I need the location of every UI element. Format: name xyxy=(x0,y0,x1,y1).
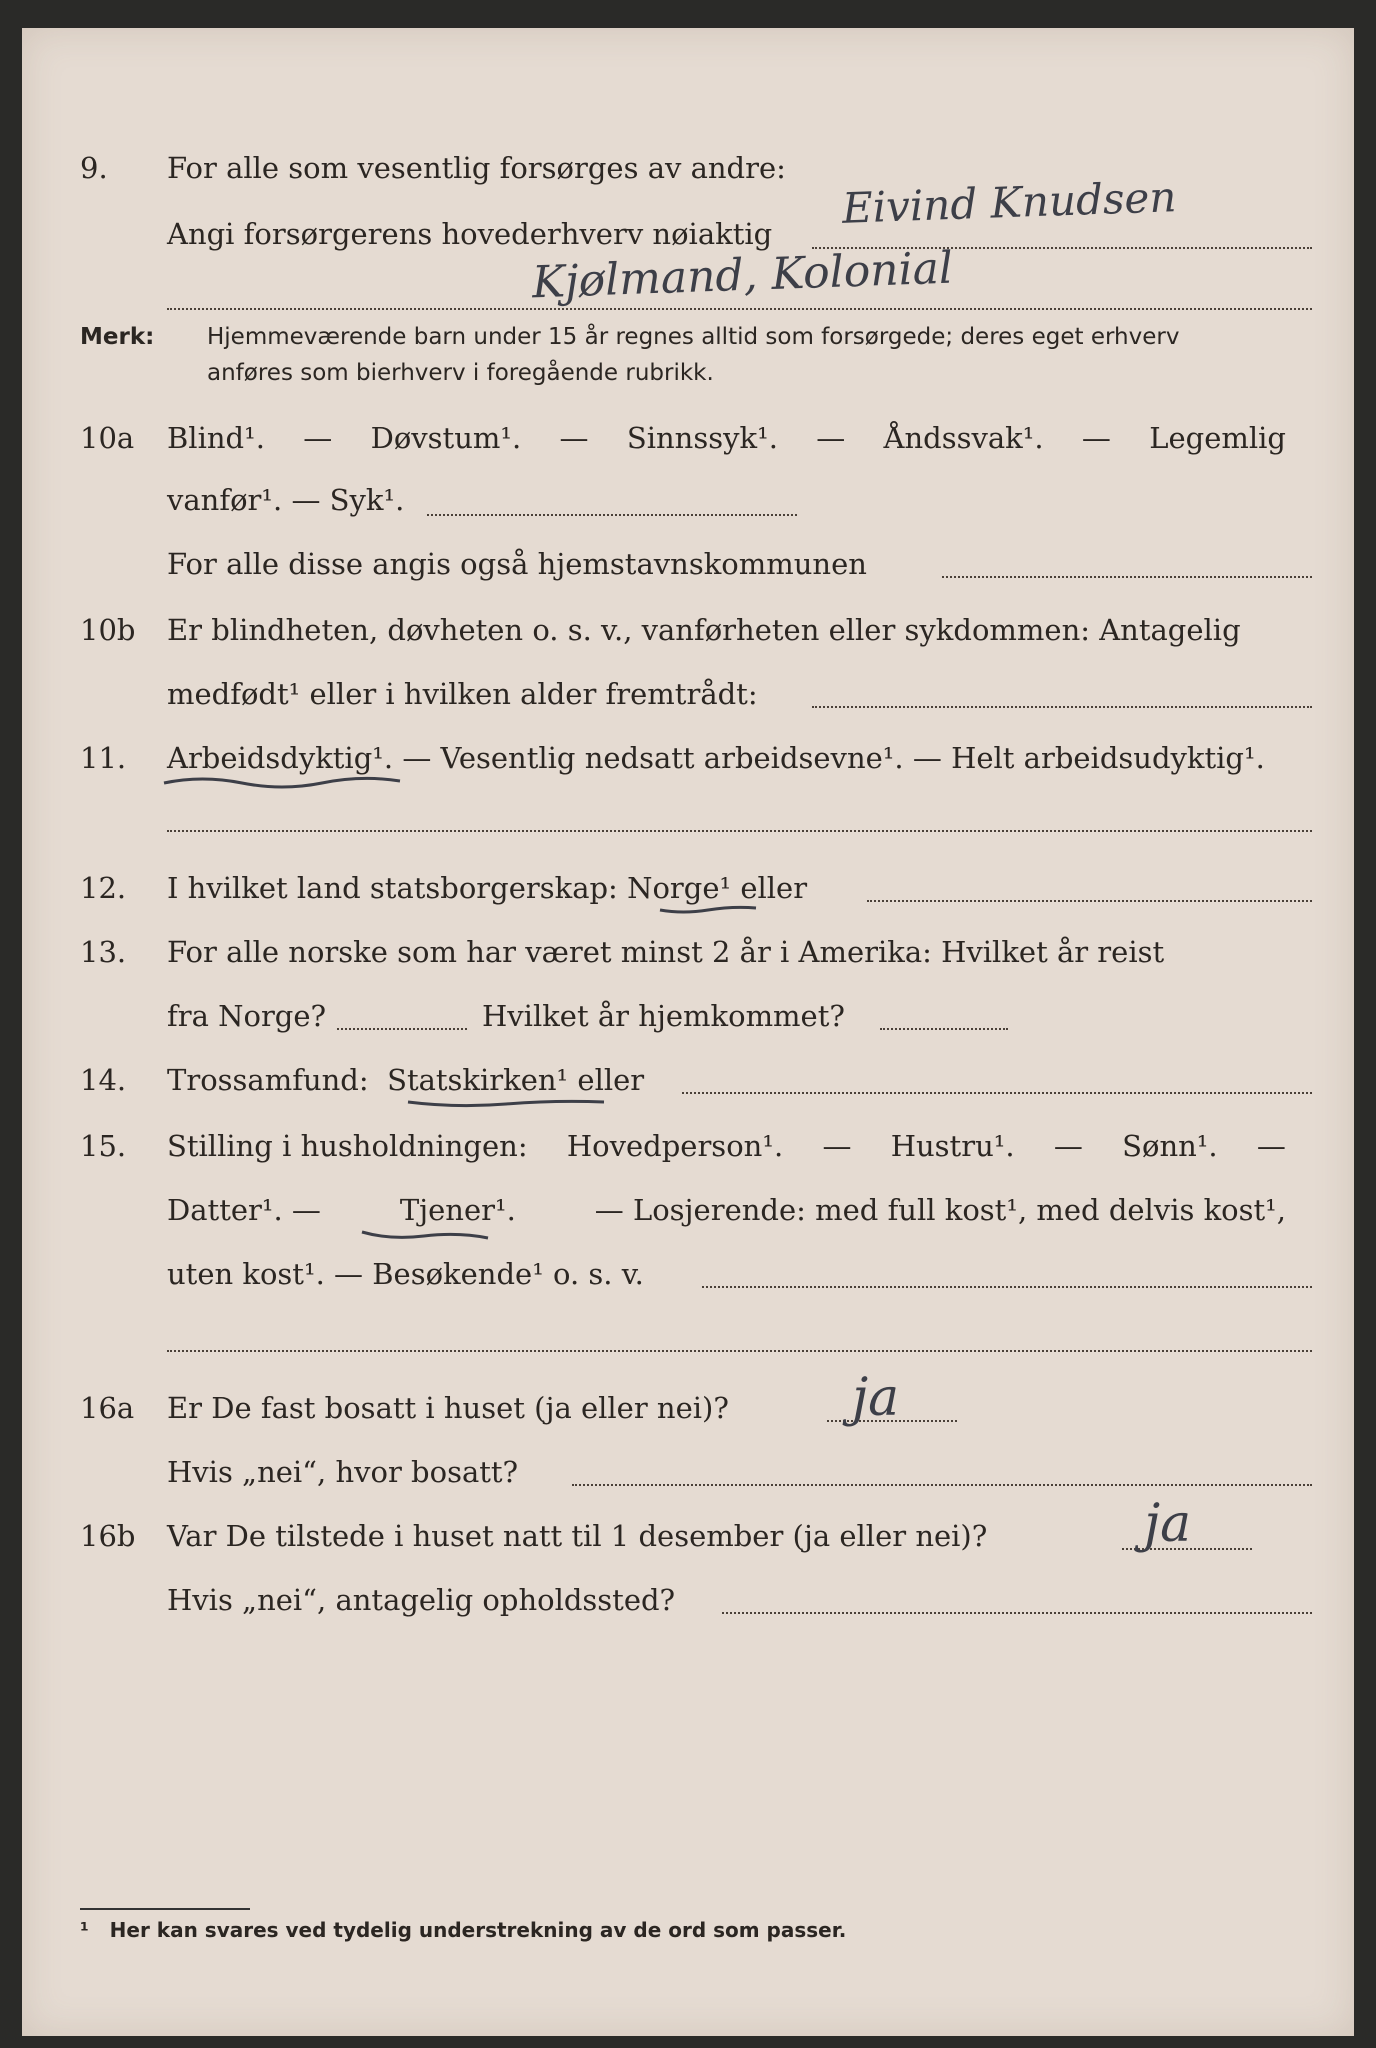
q10a-dash: — xyxy=(1081,421,1111,455)
q15-options2 xyxy=(167,1184,1286,1236)
q11-number: 11. xyxy=(80,741,127,775)
q10b-line1: Er blindheten, døvheten o. s. v., vanførheten eller sykdommen: Antagelig xyxy=(167,613,1241,647)
q12-answer-line xyxy=(867,900,1312,902)
q14-answer-line xyxy=(682,1092,1312,1094)
q10a-row3 xyxy=(22,538,1354,590)
q16a-row1 xyxy=(22,1382,1354,1434)
q13-reist-line xyxy=(337,1028,467,1030)
footnote-text: Her kan svares ved tydelig understrekning av de ord som passer. xyxy=(109,1918,847,1942)
q13-row1 xyxy=(22,926,1354,978)
q16a-line1: Er De fast bosatt i huset (ja eller nei)? xyxy=(167,1391,729,1425)
q10a-options xyxy=(167,412,1286,464)
q15-question: Stilling i husholdningen: xyxy=(167,1129,528,1163)
q15-dash: — xyxy=(822,1129,852,1163)
q10a-opt-andssvak: Åndssvak¹. xyxy=(883,421,1044,455)
q14-number: 14. xyxy=(80,1063,127,1097)
q10a-row1 xyxy=(22,412,1354,464)
q10a-answer-line xyxy=(427,514,797,516)
q16a-number: 16a xyxy=(80,1391,135,1425)
q15-opt-tjener: Tjener¹. xyxy=(399,1193,516,1227)
q14-pencil-underline xyxy=(406,1098,606,1110)
q16b-row2 xyxy=(22,1574,1354,1626)
q10b-row2 xyxy=(22,668,1354,720)
q13-row2 xyxy=(22,990,1354,1042)
merk-line2: anføres som bierhverv i foregående rubrikk. xyxy=(207,360,714,386)
q10b-line2: medfødt¹ eller i hvilken alder fremtrådt: xyxy=(167,677,758,711)
q15-opt-datter: Datter¹. — xyxy=(167,1193,321,1227)
q16a-row2 xyxy=(22,1446,1354,1498)
q10a-opt-dovstum: Døvstum¹. xyxy=(370,421,522,455)
q15-row3 xyxy=(22,1248,1354,1300)
q15-dash: — xyxy=(1053,1129,1083,1163)
q16a-line2: Hvis „nei“, hvor bosatt? xyxy=(167,1455,519,1489)
q9-line1: For alle som vesentlig forsørges av andre: xyxy=(167,151,786,185)
q11-opt-arbeidsdyktig: Arbeidsdyktig¹. xyxy=(167,741,394,775)
q10a-opt-sinnssyk: Sinnssyk¹. xyxy=(626,421,778,455)
q16b-opholdssted-line xyxy=(722,1612,1312,1614)
q10a-line2: vanfør¹. — Syk¹. xyxy=(167,483,405,517)
census-form-page xyxy=(22,28,1354,2036)
q15-row1 xyxy=(22,1120,1354,1172)
q9-number: 9. xyxy=(80,151,108,185)
q11-extra-line xyxy=(167,830,1312,832)
q10a-number: 10a xyxy=(80,421,135,455)
q15-line3: uten kost¹. — Besøkende¹ o. s. v. xyxy=(167,1257,644,1291)
q15-row2 xyxy=(22,1184,1354,1236)
q15-number: 15. xyxy=(80,1129,127,1163)
q10a-line3: For alle disse angis også hjemstavnskommunen xyxy=(167,547,867,581)
q11-rest: — Vesentlig nedsatt arbeidsevne¹. — Helt arbeidsudyktig¹. xyxy=(402,741,1265,775)
q9-line2: Angi forsørgerens hovederhverv nøiaktig xyxy=(167,217,773,251)
q11-pencil-underline xyxy=(162,775,402,789)
q10b-answer-line xyxy=(812,706,1312,708)
q10a-opt-legemlig: Legemlig xyxy=(1149,421,1286,455)
q12-pencil-underline xyxy=(658,904,758,916)
q14-question: Trossamfund: xyxy=(167,1063,369,1097)
q14-eller: eller xyxy=(577,1063,645,1097)
merk-label: Merk: xyxy=(80,324,155,350)
q12-opt-norge: Norge¹ xyxy=(627,871,732,905)
q15-opt-hustru: Hustru¹. xyxy=(890,1129,1015,1163)
q13-line1: For alle norske som har været minst 2 år i Amerika: Hvilket år reist xyxy=(167,935,1165,969)
q9-answer-line2 xyxy=(167,308,1312,310)
q10a-opt-blind: Blind¹. xyxy=(167,421,265,455)
q10b-number: 10b xyxy=(80,613,136,647)
q16b-line1: Var De tilstede i huset natt til 1 desember (ja eller nei)? xyxy=(167,1519,988,1553)
merk-line1: Hjemmeværende barn under 15 år regnes alltid som forsørgede; deres eget erhverv xyxy=(207,324,1180,350)
q12-question: I hvilket land statsborgerskap: xyxy=(167,871,618,905)
q16b-number: 16b xyxy=(80,1519,136,1553)
q16a-handwritten-answer: ja xyxy=(852,1368,900,1428)
q13-hjemkommet-line xyxy=(880,1028,1008,1030)
q12-number: 12. xyxy=(80,871,127,905)
footnote xyxy=(80,1918,846,1942)
q15-options1 xyxy=(167,1120,1286,1172)
footnote-rule xyxy=(80,1908,250,1910)
q14-row xyxy=(22,1054,1354,1106)
q15-extra-line xyxy=(167,1350,1312,1352)
q15-pencil-underline xyxy=(360,1228,490,1242)
q13-line2a: fra Norge? xyxy=(167,999,327,1033)
q16a-bosatt-line xyxy=(572,1484,1312,1486)
q12-eller: eller xyxy=(740,871,808,905)
q10a-dash: — xyxy=(816,421,846,455)
footnote-marker: ¹ xyxy=(80,1918,89,1942)
q10a-dash: — xyxy=(303,421,333,455)
q10a-hjemstavn-line xyxy=(942,576,1312,578)
q13-number: 13. xyxy=(80,935,127,969)
q9-handwritten-occupation: Kjølmand, Kolonial xyxy=(531,242,954,309)
q14-opt-statskirken: Statskirken¹ xyxy=(387,1063,569,1097)
q16b-line2: Hvis „nei“, antagelig opholdssted? xyxy=(167,1583,676,1617)
q15-opt-losjerende: — Losjerende: med full kost¹, med delvis kost¹, xyxy=(594,1193,1286,1227)
q9-handwritten-name: Eivind Knudsen xyxy=(841,172,1178,233)
q10a-dash: — xyxy=(559,421,589,455)
q10b-row1 xyxy=(22,604,1354,656)
q13-line2b: Hvilket år hjemkommet? xyxy=(482,999,845,1033)
q15-answer-line xyxy=(702,1286,1312,1288)
q16b-handwritten-answer: ja xyxy=(1144,1494,1192,1554)
q10a-row2 xyxy=(22,474,1354,526)
q15-dash: — xyxy=(1256,1129,1286,1163)
q15-opt-sonn: Sønn¹. xyxy=(1122,1129,1218,1163)
q15-opt-hovedperson: Hovedperson¹. xyxy=(566,1129,784,1163)
